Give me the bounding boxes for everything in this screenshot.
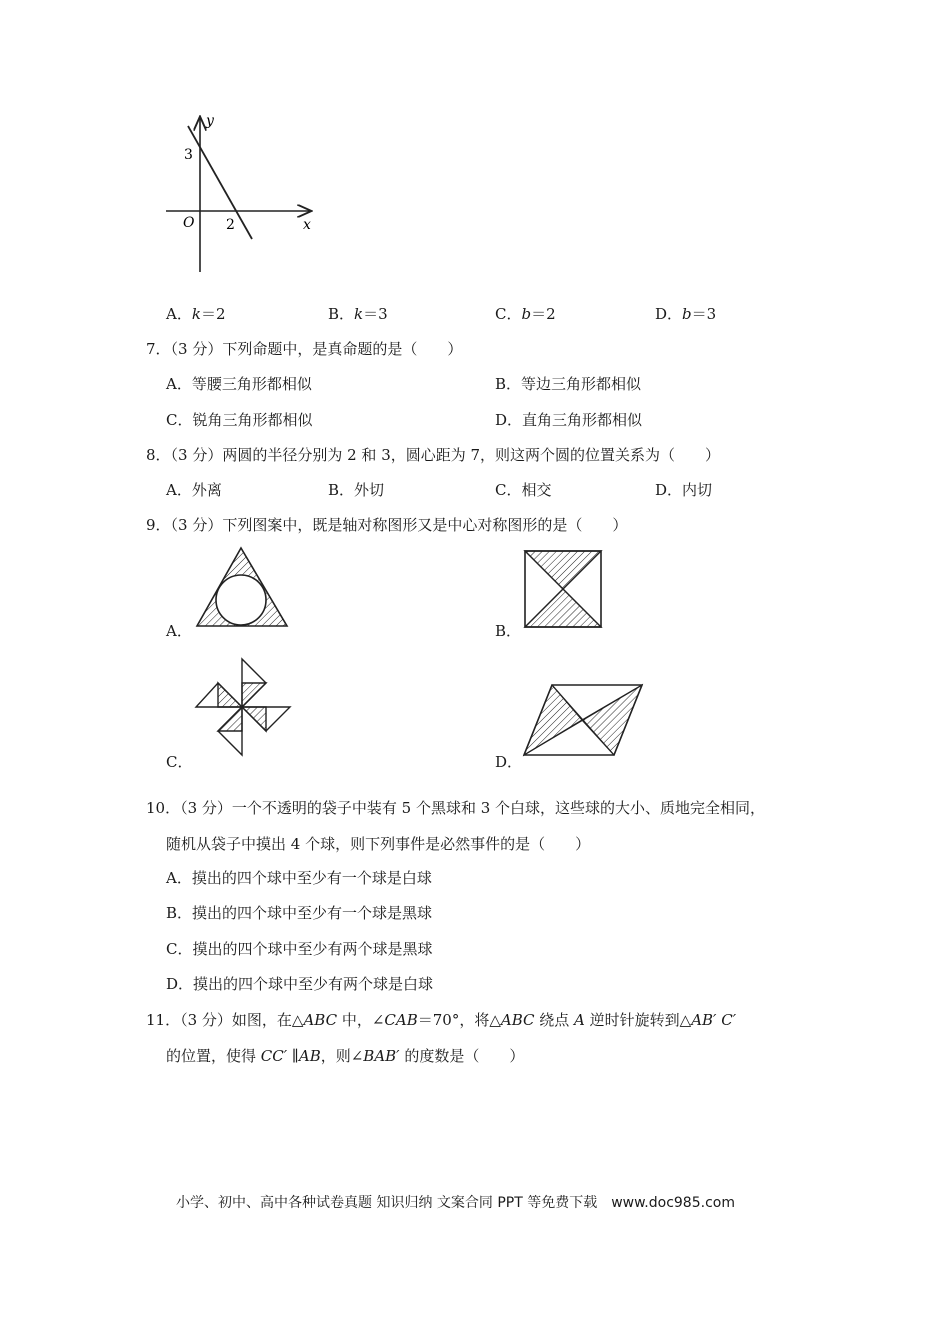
q9-option-d-figure [522,683,646,757]
q7-option-b: B．等边三角形都相似 [495,375,642,393]
q9-option-c-figure [194,657,294,757]
q7-option-c: C．锐角三角形都相似 [166,411,313,429]
x-axis-label: x [303,217,311,233]
q10-option-b: B．摸出的四个球中至少有一个球是黑球 [166,904,433,922]
y-axis-label: y [206,113,214,129]
q6-option-b: B．k＝3 [328,305,388,323]
q8-stem: 8．（3 分）两圆的半径分别为 2 和 3，圆心距为 7，则这两个圆的位置关系为（ ） [146,446,721,464]
q7-option-d: D．直角三角形都相似 [495,411,643,429]
y-intercept-label: 3 [184,147,193,163]
q6-option-d: D．b＝3 [655,305,717,323]
q8-option-a: A．外离 [166,481,222,499]
q9-option-b-figure [523,549,603,629]
q6-option-a: A．k＝2 [166,305,226,323]
q8-option-b: B．外切 [328,481,385,499]
q9-label-b: B． [495,622,522,640]
x-intercept-label: 2 [226,217,235,233]
q6-linear-graph [158,108,328,278]
q10-stem-line2: 随机从袋子中摸出 4 个球，则下列事件是必然事件的是（ ） [166,835,591,853]
q10-option-d: D．摸出的四个球中至少有两个球是白球 [166,975,434,993]
q9-stem: 9．（3 分）下列图案中，既是轴对称图形又是中心对称图形的是（ ） [146,516,628,534]
q8-option-d: D．内切 [655,481,713,499]
q10-option-a: A．摸出的四个球中至少有一个球是白球 [166,869,432,887]
q9-label-c: C． [166,753,193,771]
q7-option-a: A．等腰三角形都相似 [166,375,312,393]
page-footer: 小学、初中、高中各种试卷真题 知识归纳 文案合同 PPT 等免费下载 www.doc985.com [176,1195,735,1211]
q11-stem-line2: 的位置，使得 CC′ ∥AB，则∠BAB′ 的度数是（ ） [166,1047,525,1065]
q7-stem: 7．（3 分）下列命题中，是真命题的是（ ） [146,340,463,358]
q9-label-a: A． [166,622,192,640]
q9-option-a-figure [194,545,290,629]
q10-stem-line1: 10．（3 分）一个不透明的袋子中装有 5 个黑球和 3 个白球，这些球的大小、质地完全相同， [146,799,766,817]
q8-option-c: C．相交 [495,481,552,499]
origin-label: O [183,215,195,231]
q11-stem-line1: 11．（3 分）如图，在△ABC 中，∠CAB＝70°，将△ABC 绕点 A 逆时针旋转到△AB′ C′ [146,1011,737,1029]
q9-label-d: D． [495,753,523,771]
q10-option-c: C．摸出的四个球中至少有两个球是黑球 [166,940,433,958]
q6-option-c: C．b＝2 [495,305,556,323]
